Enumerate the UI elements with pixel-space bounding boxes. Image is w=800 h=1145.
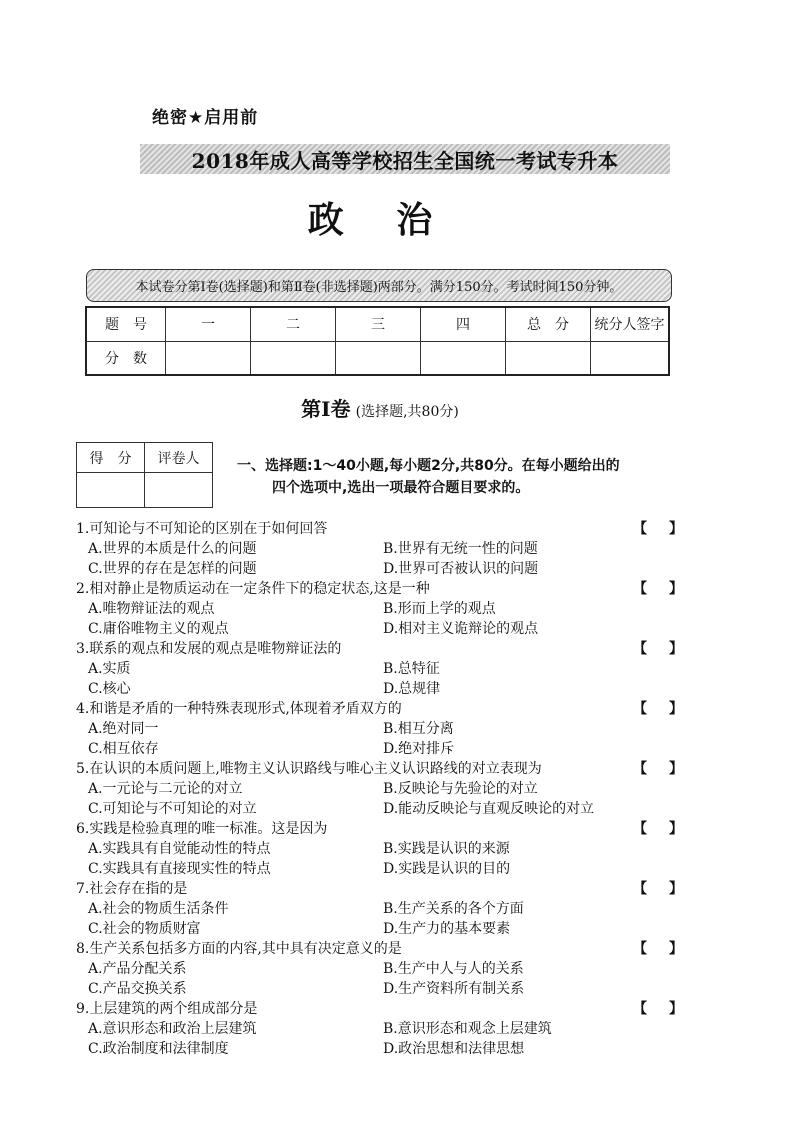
- option-c: C.社会的物质财富: [88, 921, 201, 937]
- section-instructions: [237, 455, 677, 499]
- answer-bracket[interactable]: 【 】: [633, 641, 683, 657]
- score-header-cell: 统分人签字: [591, 307, 670, 341]
- option-b: B.生产中人与人的关系: [383, 961, 524, 977]
- score-header-cell: 总 分: [506, 307, 591, 341]
- grader-score-label: 得 分: [77, 443, 145, 473]
- score-input-cell[interactable]: [336, 341, 421, 375]
- score-header-cell: 四: [421, 307, 506, 341]
- grader-name-cell[interactable]: [145, 473, 213, 508]
- option-d: D.能动反映论与直观反映论的对立: [383, 801, 595, 817]
- question-item: [76, 939, 686, 999]
- option-d: D.生产力的基本要素: [383, 921, 511, 937]
- option-d: D.实践是认识的目的: [383, 861, 511, 877]
- option-d: D.生产资料所有制关系: [383, 981, 525, 997]
- question-item: [76, 519, 686, 579]
- option-b: B.反映论与先验论的对立: [383, 781, 538, 797]
- question-stem: 1.可知论与不可知论的区别在于如何回答: [76, 521, 328, 537]
- question-item: [76, 999, 686, 1059]
- part-one-title: 第Ⅰ卷: [301, 397, 351, 421]
- part-one-heading: [0, 393, 760, 422]
- subject-title: 政 治: [307, 200, 453, 241]
- question-item: [76, 699, 686, 759]
- question-stem: 8.生产关系包括多方面的内容,其中具有决定意义的是: [76, 941, 402, 957]
- option-b: B.相互分离: [383, 721, 454, 737]
- option-b: B.世界有无统一性的问题: [383, 541, 538, 557]
- score-table: [85, 306, 670, 376]
- exam-notice-box: [86, 269, 672, 302]
- option-c: C.核心: [88, 681, 131, 697]
- answer-bracket[interactable]: 【 】: [633, 761, 683, 777]
- score-input-cell[interactable]: [251, 341, 336, 375]
- instructions-line-1: 一、选择题:1～40小题,每小题2分,共80分。在每小题给出的: [237, 458, 620, 474]
- option-a: A.世界的本质是什么的问题: [88, 541, 257, 557]
- option-a: A.产品分配关系: [88, 961, 187, 977]
- option-a: A.绝对同一: [88, 721, 159, 737]
- exam-notice-text: 本试卷分第Ⅰ卷(选择题)和第Ⅱ卷(非选择题)两部分。满分150分。考试时间150分钟。: [135, 280, 623, 295]
- score-header-cell: 三: [336, 307, 421, 341]
- option-c: C.相互依存: [88, 741, 159, 757]
- question-stem: 2.相对静止是物质运动在一定条件下的稳定状态,这是一种: [76, 581, 430, 597]
- exam-title: 2018年成人高等学校招生全国统一考试专升本: [191, 148, 619, 173]
- option-b: B.总特征: [383, 661, 440, 677]
- option-a: A.意识形态和政治上层建筑: [88, 1021, 257, 1037]
- option-c: C.可知论与不可知论的对立: [88, 801, 257, 817]
- question-stem: 9.上层建筑的两个组成部分是: [76, 1001, 258, 1017]
- option-c: C.产品交换关系: [88, 981, 187, 997]
- grader-box: [76, 442, 213, 508]
- option-b: B.生产关系的各个方面: [383, 901, 524, 917]
- score-header-cell: 题 号: [86, 307, 166, 341]
- grader-name-label: 评卷人: [145, 443, 213, 473]
- answer-bracket[interactable]: 【 】: [633, 581, 683, 597]
- score-input-cell[interactable]: [591, 341, 670, 375]
- part-one-subtitle: (选择题,共80分): [355, 404, 459, 420]
- question-item: [76, 759, 686, 819]
- answer-bracket[interactable]: 【 】: [633, 881, 683, 897]
- confidential-mark: 绝密★启用前: [152, 108, 259, 128]
- answer-bracket[interactable]: 【 】: [633, 521, 683, 537]
- score-input-cell[interactable]: [166, 341, 251, 375]
- answer-bracket[interactable]: 【 】: [633, 821, 683, 837]
- answer-bracket[interactable]: 【 】: [633, 1001, 683, 1017]
- question-item: [76, 819, 686, 879]
- option-d: D.政治思想和法律思想: [383, 1041, 525, 1057]
- option-b: B.形而上学的观点: [383, 601, 496, 617]
- option-b: B.实践是认识的来源: [383, 841, 510, 857]
- question-stem: 6.实践是检验真理的唯一标准。这是因为: [76, 821, 328, 837]
- option-a: A.实践具有自觉能动性的特点: [88, 841, 271, 857]
- answer-bracket[interactable]: 【 】: [633, 941, 683, 957]
- answer-bracket[interactable]: 【 】: [633, 701, 683, 717]
- score-header-cell: 二: [251, 307, 336, 341]
- score-table-score-row: [86, 341, 669, 375]
- option-d: D.相对主义诡辩论的观点: [383, 621, 539, 637]
- option-d: D.总规律: [383, 681, 441, 697]
- score-header-cell: 一: [166, 307, 251, 341]
- option-a: A.一元论与二元论的对立: [88, 781, 243, 797]
- option-a: A.社会的物质生活条件: [88, 901, 229, 917]
- option-c: C.世界的存在是怎样的问题: [88, 561, 257, 577]
- option-c: C.政治制度和法律制度: [88, 1041, 229, 1057]
- question-stem: 5.在认识的本质问题上,唯物主义认识路线与唯心主义认识路线的对立表现为: [76, 761, 542, 777]
- option-b: B.意识形态和观念上层建筑: [383, 1021, 552, 1037]
- option-c: C.实践具有直接现实性的特点: [88, 861, 271, 877]
- score-input-cell[interactable]: [421, 341, 506, 375]
- instructions-line-2: 四个选项中,选出一项最符合题目要求的。: [272, 480, 530, 496]
- question-stem: 3.联系的观点和发展的观点是唯物辩证法的: [76, 641, 342, 657]
- option-d: D.世界可否被认识的问题: [383, 561, 539, 577]
- option-a: A.实质: [88, 661, 131, 677]
- option-c: C.庸俗唯物主义的观点: [88, 621, 229, 637]
- question-stem: 4.和谐是矛盾的一种特殊表现形式,体现着矛盾双方的: [76, 701, 402, 717]
- score-table-header-row: [86, 307, 669, 341]
- question-item: [76, 639, 686, 699]
- question-stem: 7.社会存在指的是: [76, 881, 188, 897]
- question-item: [76, 579, 686, 639]
- exam-title-banner: [140, 144, 670, 174]
- question-item: [76, 879, 686, 939]
- question-list: [76, 519, 686, 1059]
- score-input-cell[interactable]: [506, 341, 591, 375]
- grader-score-cell[interactable]: [77, 473, 145, 508]
- score-row-label: 分 数: [86, 341, 166, 375]
- option-a: A.唯物辩证法的观点: [88, 601, 215, 617]
- option-d: D.绝对排斥: [383, 741, 455, 757]
